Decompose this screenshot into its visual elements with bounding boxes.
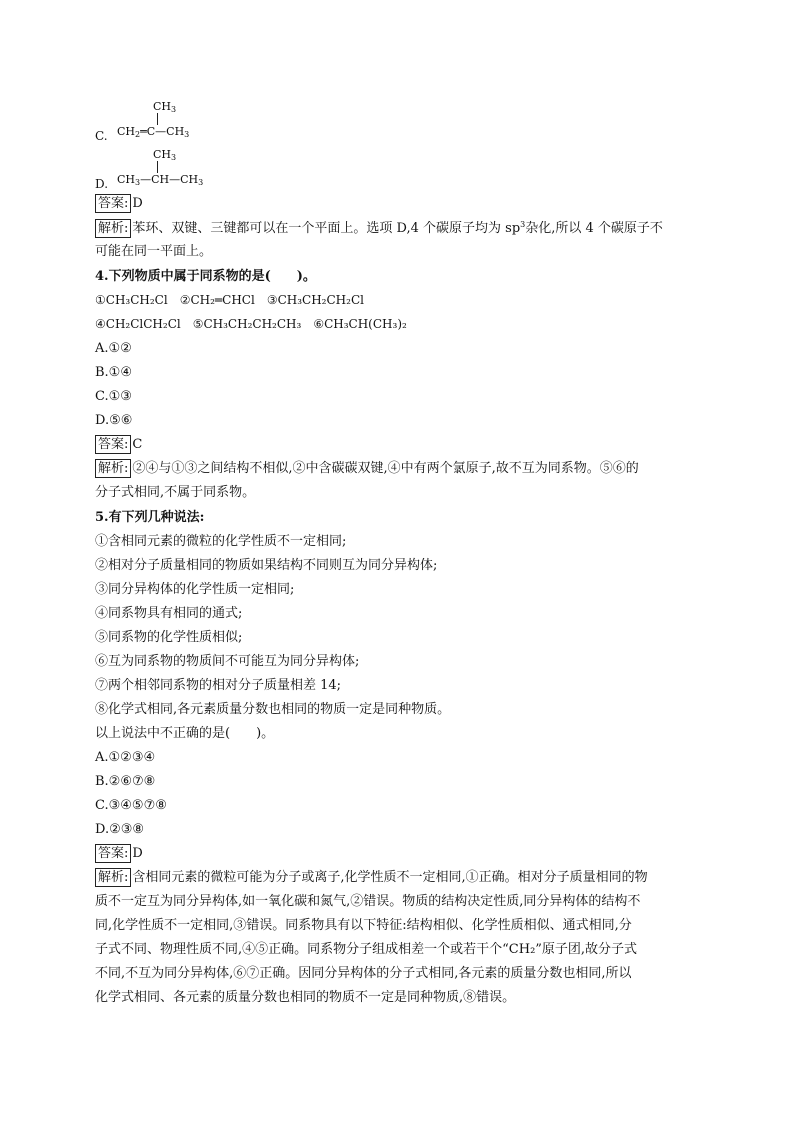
- q5-analysis-line: 子式不同、物理性质不同,④⑤正确。同系物分子组成相差一个或若干个“CH₂”原子团,故分子式: [95, 942, 638, 957]
- methyl-branch-c: $CH_3$: [153, 100, 177, 114]
- q4-choice-d: D.⑤⑥: [95, 413, 133, 428]
- option-d-label: D.: [95, 177, 109, 191]
- q5-choice-b: B.②⑥⑦⑧: [95, 774, 156, 789]
- branch-bond-c: [157, 113, 158, 125]
- answer-label: 答案:: [95, 844, 131, 863]
- answer-value: D: [132, 196, 143, 211]
- q4-options-row-1: ①CH₃CH₂Cl ②CH₂═CHCl ③CH₃CH₂CH₂Cl: [95, 293, 364, 307]
- q5-analysis-line: 质不一定互为同分异构体,如一氧化碳和氮气,②错误。物质的结构决定性质,同分异构体的结构不: [95, 894, 641, 909]
- q5-statement: ⑤同系物的化学性质相似;: [95, 630, 243, 645]
- methyl-branch-d: $CH_3$: [153, 148, 177, 162]
- q5-statement: ④同系物具有相同的通式;: [95, 606, 243, 621]
- q5-statement: ①含相同元素的微粒的化学性质不一定相同;: [95, 534, 347, 549]
- q5-statement: ③同分异构体的化学性质一定相同;: [95, 582, 295, 597]
- q5-analysis-line: 解析: 含相同元素的微粒可能为分子或离子,化学性质不一定相同,①正确。相对分子质量相同的物: [95, 871, 648, 884]
- q4-stem: 4.下列物质中属于同系物的是( )。: [95, 269, 316, 284]
- answer-value: D: [132, 846, 143, 861]
- q4-analysis-line-1: 解析: ②④与①③之间结构不相似,②中含碳碳双键,④中有两个氯原子,故不互为同系物。⑤⑥的: [95, 462, 639, 475]
- main-chain-d: $CH_3—CH—CH_3$: [117, 173, 204, 187]
- q5-statement: ⑦两个相邻同系物的相对分子质量相差 14;: [95, 678, 342, 693]
- answer-label: 答案:: [95, 194, 131, 213]
- analysis-label: 解析:: [95, 219, 131, 238]
- q4-options-row-2: ④CH₂ClCH₂Cl ⑤CH₃CH₂CH₂CH₃ ⑥CH₃CH(CH₃)₂: [95, 317, 407, 331]
- q4-analysis-line-2: 分子式相同,不属于同系物。: [95, 485, 256, 500]
- q4-answer: [95, 438, 142, 451]
- q5-stem: 5.有下列几种说法:: [95, 510, 205, 525]
- q3-answer: [95, 197, 143, 210]
- q5-analysis-line: 同,化学性质不一定相同,③错误。同系物具有以下特征:结构相似、化学性质相似、通式相同,分: [95, 918, 632, 933]
- q5-analysis-line: 不同,不互为同分异构体,⑥⑦正确。因同分异构体的分子式相同,各元素的质量分数也相同,所以: [95, 966, 632, 981]
- analysis-label: 解析:: [95, 459, 131, 478]
- q5-choice-c: C.③④⑤⑦⑧: [95, 798, 167, 813]
- q5-statement: ②相对分子质量相同的物质如果结构不同则互为同分异构体;: [95, 558, 438, 573]
- main-chain-c: $CH_2═C—CH_3$: [117, 125, 190, 139]
- answer-label: 答案:: [95, 435, 131, 454]
- q5-statement: ⑥互为同系物的物质间不可能互为同分异构体;: [95, 654, 360, 669]
- q5-analysis-line: 化学式相同、各元素的质量分数也相同的物质不一定是同种物质,⑧错误。: [95, 990, 516, 1005]
- option-c-label: C.: [95, 129, 108, 143]
- q5-choice-d: D.②③⑧: [95, 822, 145, 837]
- analysis-label: 解析:: [95, 868, 131, 887]
- q5-statement: ⑧化学式相同,各元素质量分数也相同的物质一定是同种物质。: [95, 702, 451, 717]
- q3-analysis-line-1: 解析: 苯环、双键、三键都可以在一个平面上。选项 D,4 个碳原子均为 $sp^3$杂化,所以 4 个碳原子不: [95, 221, 663, 235]
- q4-choice-c: C.①③: [95, 389, 132, 404]
- answer-value: C: [132, 437, 143, 452]
- q5-choice-a: A.①②③④: [95, 750, 156, 765]
- branch-bond-d: [157, 161, 158, 173]
- q4-choice-a: A.①②: [95, 341, 132, 356]
- q5-question: 以上说法中不正确的是( )。: [95, 726, 275, 741]
- q4-choice-b: B.①④: [95, 365, 132, 380]
- q3-analysis-line-2: 可能在同一平面上。: [95, 244, 213, 259]
- q5-answer: [95, 847, 143, 860]
